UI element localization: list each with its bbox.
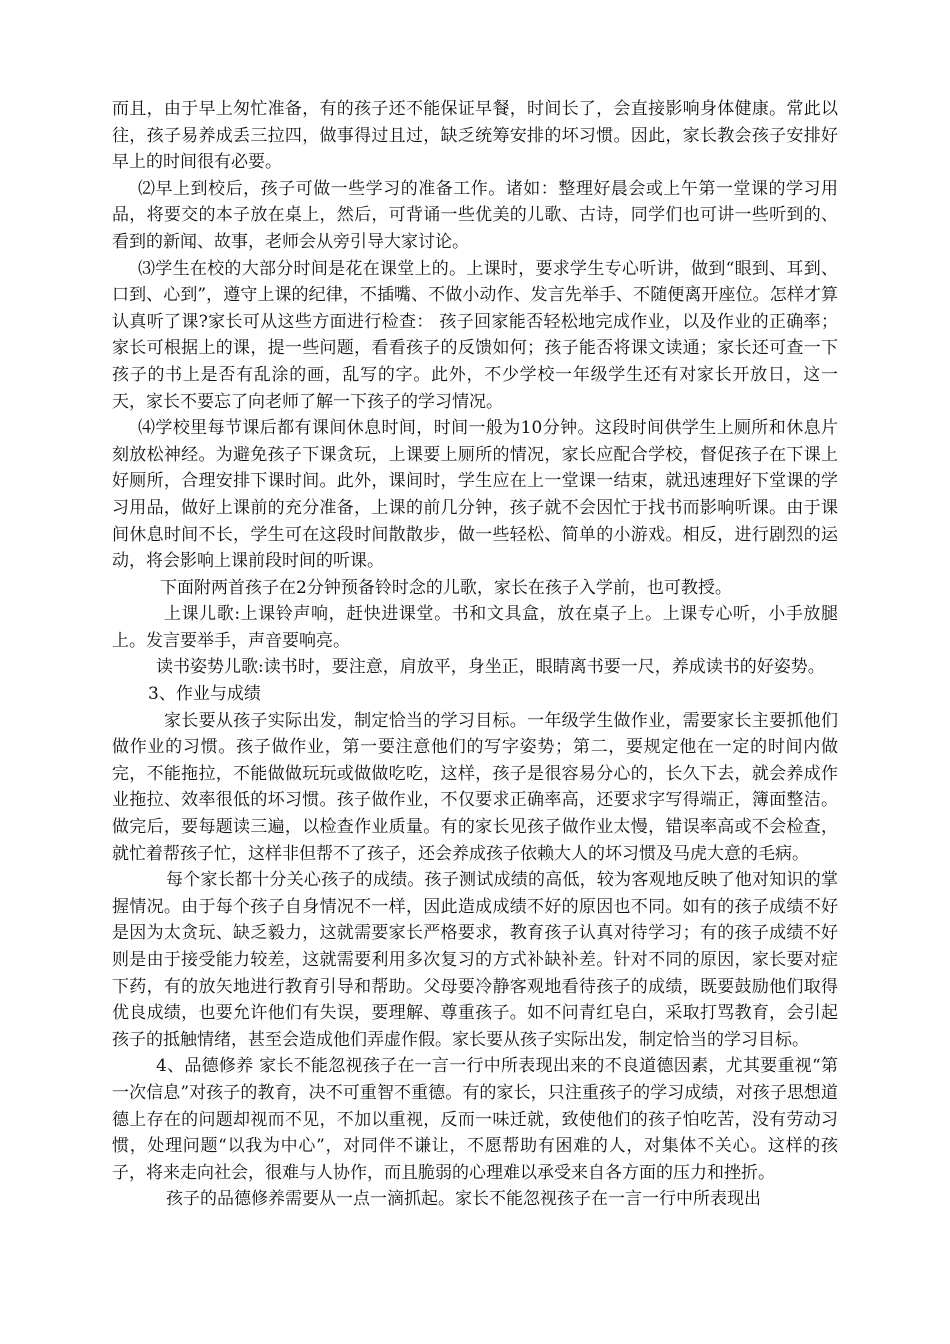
paragraph-moral-character: 4、品德修养 家长不能忽视孩子在一言一行中所表现出来的不良道德因素，尤其要重视“第一次信息”对孩子的教育，决不可重智不重德。有的家长，只注重孩子的学习成绩，对孩子思想道德上存在的问题却视而不见，不加以重视，反而一味迁就，致使他们的孩子怕吃苦，没有劳动习惯，处理问题“以我为中心”，对同伴不谦让，不愿帮助有困难的人，对集体不关心。这样的孩子，将来走向社会，很难与人协作，而且脆弱的心理难以承受来自各方面的压力和挫折。 (112, 1056, 838, 1183)
paragraph-breakfast-habits: 而且，由于早上匆忙准备，有的孩子还不能保证早餐，时间长了，会直接影响身体健康。常此以往，孩子易养成丢三拉四，做事得过且过，缺乏统筹安排的坏习惯。因此，家长教会孩子安排好早上的时间很有必要。 (112, 99, 838, 173)
paragraph-grades: 每个家长都十分关心孩子的成绩。孩子测试成绩的高低，较为客观地反映了他对知识的掌握情况。由于每个孩子自身情况不一样，因此造成成绩不好的原因也不同。如有的孩子成绩不好是因为太贪玩、缺乏毅力，这就需要家长严格要求，教育孩子认真对待学习；有的孩子成绩不好则是由于接受能力较差，这就需要利用多次复习的方式补缺补差。针对不同的原因，家长要对症下药，有的放矢地进行教育引导和帮助。父母要冷静客观地看待孩子的成绩，既要鼓励他们取得优良成绩，也要允许他们有失误，要理解、尊重孩子。如不问青红皂白，采取打骂教育，会引起孩子的抵触情绪，甚至会造成他们弄虚作假。家长要从孩子实际出发，制定恰当的学习目标。 (112, 870, 838, 1050)
paragraph-recess: ⑷学校里每节课后都有课间休息时间，时间一般为10分钟。这段时间供学生上厕所和休息片刻放松神经。为避免孩子下课贪玩，上课要上厕所的情况，家长应配合学校，督促孩子在下课上好厕所，合理安排下课时间。此外，课间时，学生应在上一堂课一结束，就迅速理好下堂课的学习用品，做好上课前的充分准备，上课的前几分钟，孩子就不会因忙于找书而影响听课。由于课间休息时间不长，学生可在这段时间散散步，做一些轻松、简单的小游戏。相反，进行剧烈的运动，将会影响上课前段时间的听课。 (112, 418, 838, 572)
paragraph-classroom-listening: ⑶学生在校的大部分时间是花在课堂上的。上课时，要求学生专心听讲，做到“眼到、耳到、口到、心到”，遵守上课的纪律，不插嘴、不做小动作、发言先举手、不随便离开座位。怎样才算认真听了课?家长可从这些方面进行检查： 孩子回家能否轻松地完成作业，以及作业的正确率；家长可根据上的课，提一些问题，看看孩子的反馈如何；孩子能否将课文读通；家长还可查一下孩子的书上是否有乱涂的画，乱写的字。此外，不少学校一年级学生还有对家长开放日，这一天，家长不要忘了向老师了解一下孩子的学习情况。 (112, 258, 838, 412)
section-heading-homework: 3、作业与成绩 (148, 684, 261, 705)
paragraph-class-rhyme: 上课儿歌:上课铃声响，赶快进课堂。书和文具盒，放在桌子上。上课专心听，小手放腿上。发言要举手，声音要响亮。 (112, 604, 838, 651)
paragraph-morning-prep: ⑵早上到校后，孩子可做一些学习的准备工作。诸如：整理好晨会或上午第一堂课的学习用品，将要交的本子放在桌上，然后，可背诵一些优美的儿歌、古诗，同学们也可讲一些听到的、看到的新闻、故事，老师会从旁引导大家讨论。 (112, 178, 838, 252)
paragraph-moral-continued: 孩子的品德修养需要从一点一滴抓起。家长不能忽视孩子在一言一行中所表现出 (166, 1189, 761, 1210)
paragraph-rhymes-intro: 下面附两首孩子在2分钟预备铃时念的儿歌，家长在孩子入学前，也可教授。 (160, 577, 732, 598)
paragraph-reading-rhyme: 读书姿势儿歌:读书时，要注意，肩放平，身坐正，眼睛离书要一尺，养成读书的好姿势。 (156, 657, 825, 678)
paragraph-homework: 家长要从孩子实际出发，制定恰当的学习目标。一年级学生做作业，需要家长主要抓他们做作业的习惯。孩子做作业，第一要注意他们的写字姿势；第二，要规定他在一定的时间内做完，不能拖拉，不能做做玩玩或做做吃吃，这样，孩子是很容易分心的，长久下去，就会养成作业拖拉、效率很低的坏习惯。孩子做作业，不仅要求正确率高，还要求字写得端正，簿面整洁。做完后，要每题读三遍，以检查作业质量。有的家长见孩子做作业太慢，错误率高或不会检查，就忙着帮孩子忙，这样非但帮不了孩子，还会养成孩子依赖大人的坏习惯及马虎大意的毛病。 (112, 710, 838, 864)
